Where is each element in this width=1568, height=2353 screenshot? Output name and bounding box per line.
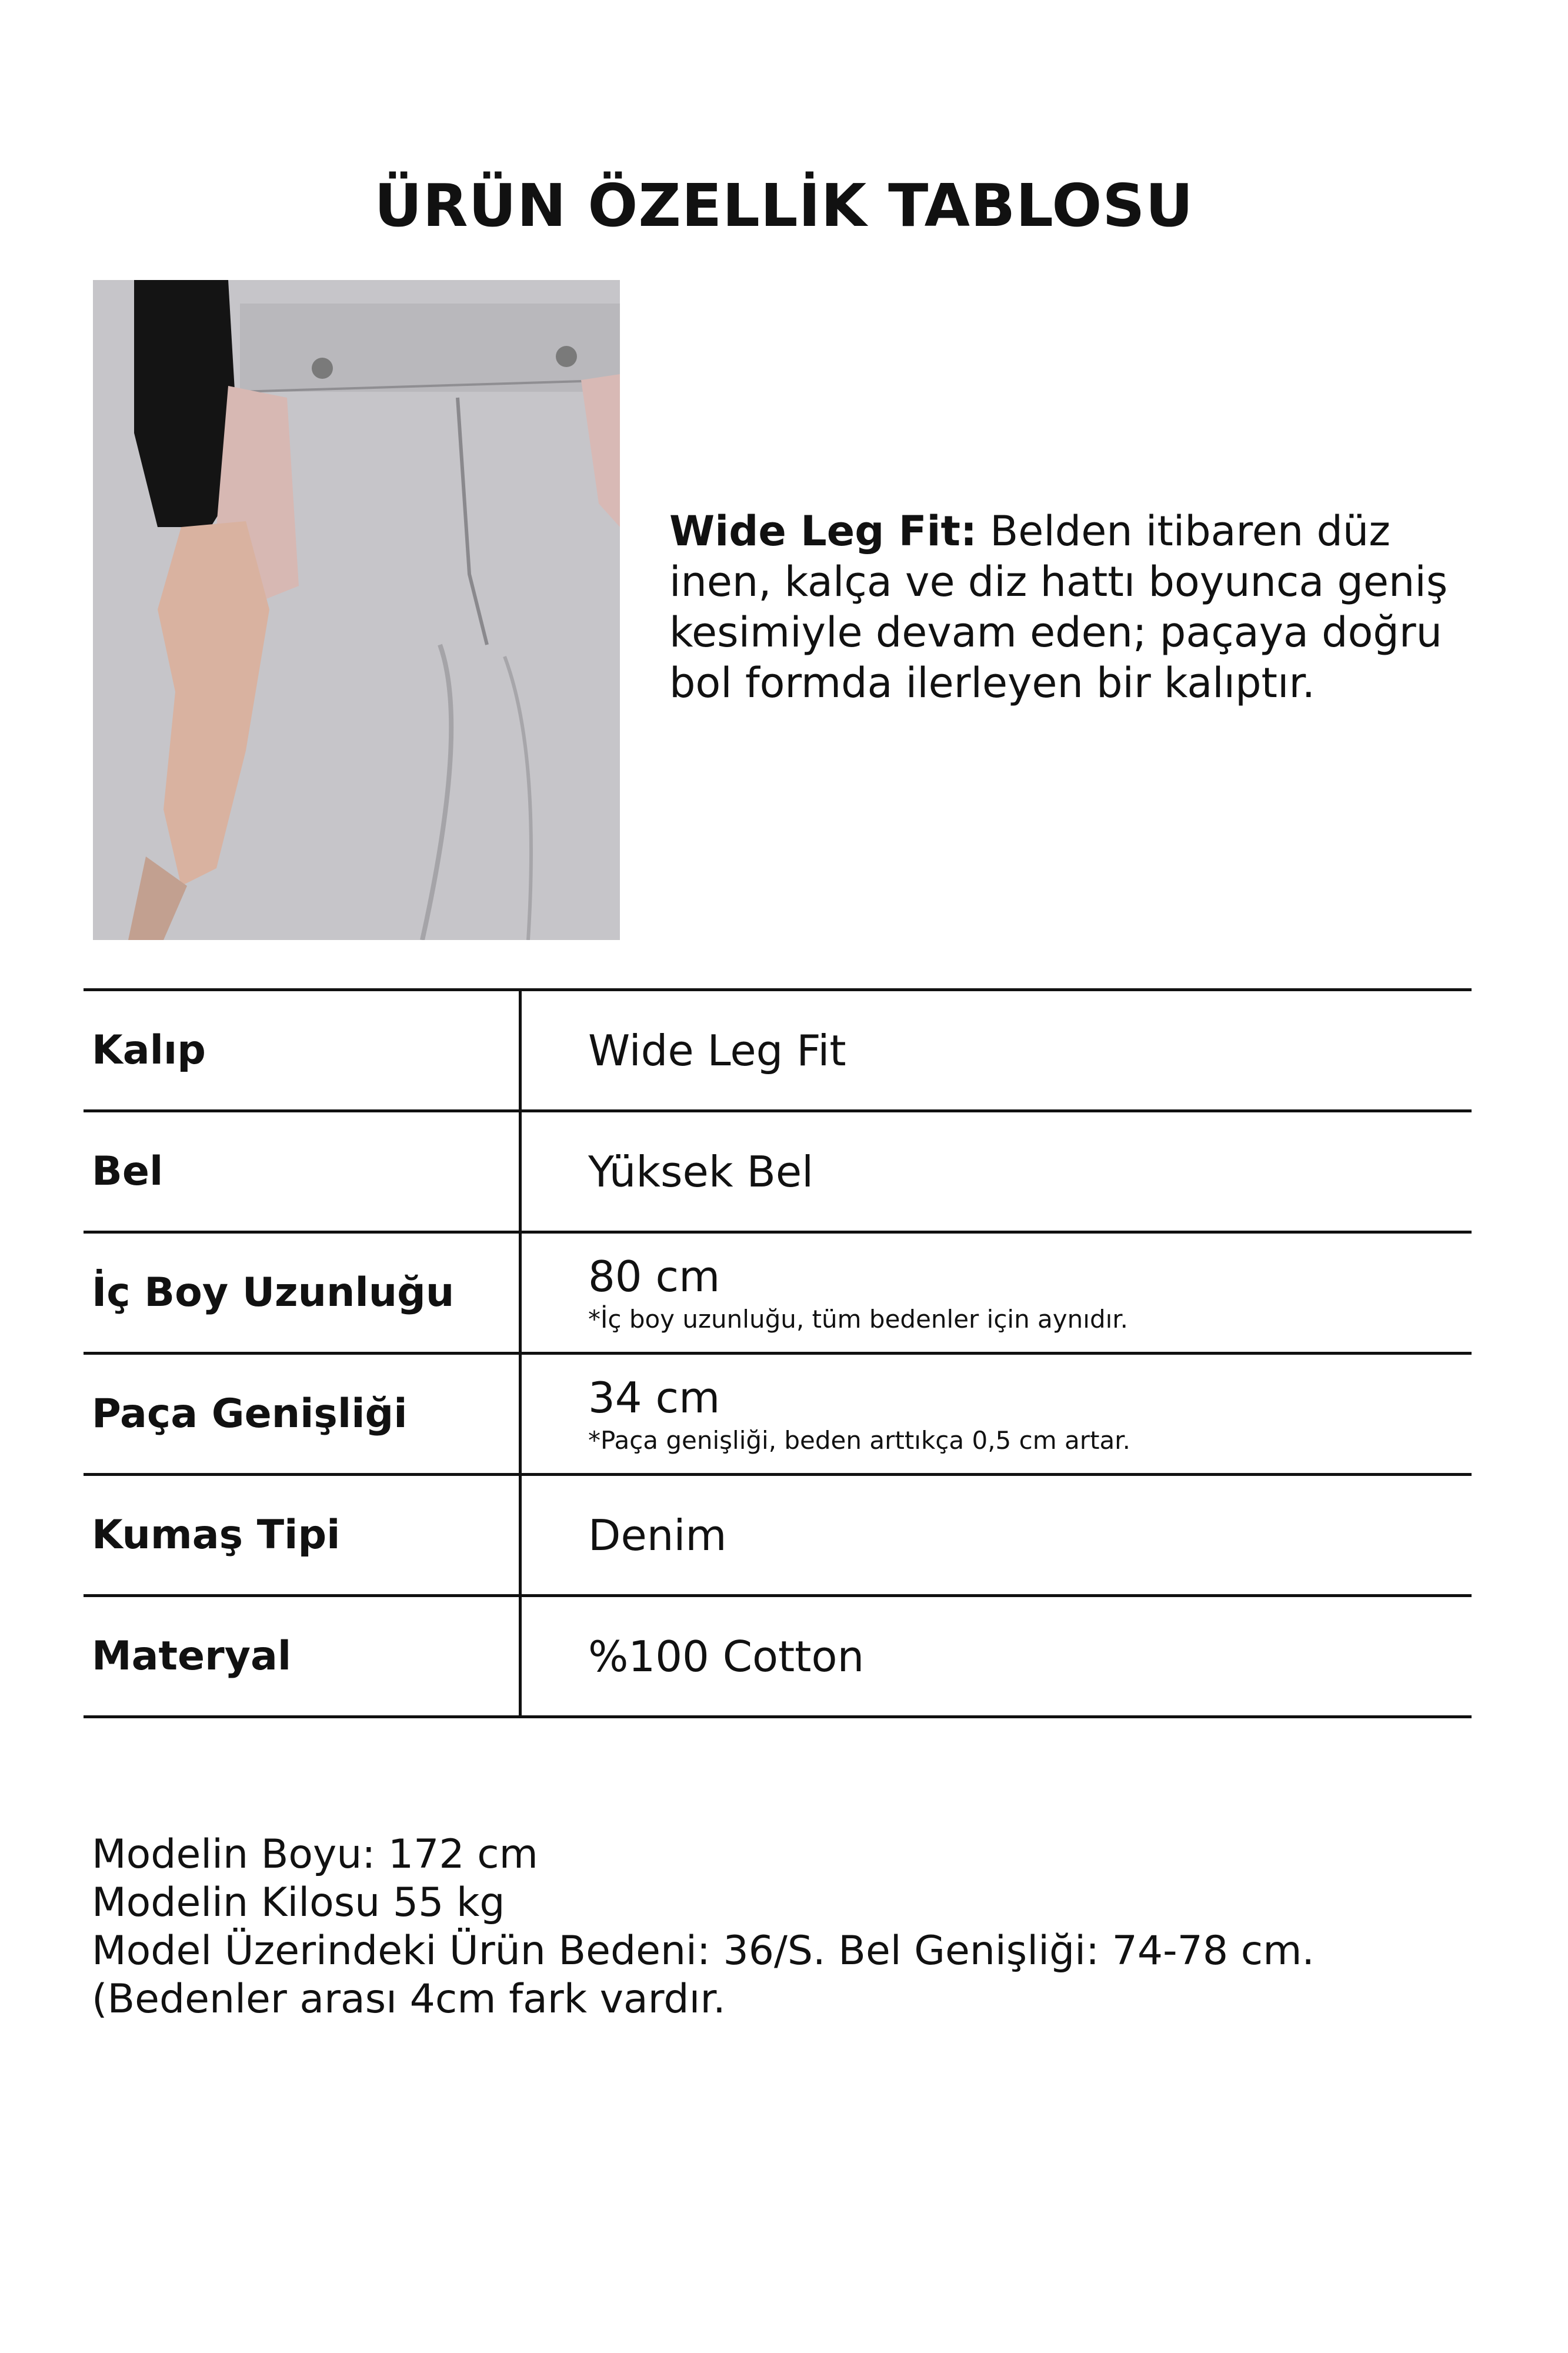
spec-note: *İç boy uzunluğu, tüm bedenler için aynıdır. bbox=[588, 1305, 1129, 1334]
spec-row-kalip bbox=[84, 988, 1472, 1109]
spec-row-materyal bbox=[84, 1594, 1472, 1718]
model-height: Modelin Boyu: 172 cm bbox=[92, 1831, 538, 1878]
spec-value bbox=[588, 1355, 1130, 1473]
spec-value bbox=[588, 1112, 813, 1231]
spec-label: Bel bbox=[92, 1148, 164, 1195]
spec-label: Paça Genişliği bbox=[92, 1391, 408, 1437]
spec-value bbox=[588, 1597, 864, 1715]
column-divider bbox=[519, 1476, 522, 1594]
fit-description bbox=[669, 506, 1493, 708]
column-divider bbox=[519, 1355, 522, 1473]
spec-value-text: 80 cm bbox=[588, 1252, 720, 1301]
product-photo bbox=[93, 280, 620, 940]
fit-description-text: Belden itibaren düz inen, kalça ve diz hattı boyunca geniş kesimiyle devam eden; paçaya doğru bol formda ilerleyen bir kalıptır. bbox=[669, 507, 1448, 707]
spec-label: İç Boy Uzunluğu bbox=[92, 1269, 455, 1316]
spec-value-text: %100 Cotton bbox=[588, 1631, 865, 1681]
column-divider bbox=[519, 991, 522, 1109]
model-info bbox=[92, 1831, 1492, 2024]
model-weight: Modelin Kilosu 55 kg bbox=[92, 1879, 505, 1926]
page-title: ÜRÜN ÖZELLİK TABLOSU bbox=[374, 171, 1194, 240]
spec-row-kumas bbox=[84, 1473, 1472, 1594]
spec-label: Kalıp bbox=[92, 1027, 206, 1074]
spec-value-text: Denim bbox=[588, 1510, 727, 1560]
spec-label: Materyal bbox=[92, 1633, 292, 1679]
spec-value bbox=[588, 991, 846, 1109]
spec-row-ic-boy bbox=[84, 1231, 1472, 1352]
spec-label: Kumaş Tipi bbox=[92, 1512, 341, 1558]
model-size: Model Üzerindeki Ürün Bedeni: 36/S. Bel Genişliği: 74-78 cm. (Bedenler arası 4cm fark vardır. bbox=[92, 1928, 1315, 2022]
spec-row-paca bbox=[84, 1352, 1472, 1473]
column-divider bbox=[519, 1597, 522, 1715]
spec-value-text: 34 cm bbox=[588, 1373, 720, 1422]
spec-row-bel bbox=[84, 1109, 1472, 1231]
jeans-illustration bbox=[93, 280, 620, 940]
fit-description-label: Wide Leg Fit: bbox=[669, 507, 977, 555]
spec-table bbox=[84, 988, 1472, 1718]
column-divider bbox=[519, 1112, 522, 1231]
column-divider bbox=[519, 1234, 522, 1352]
spec-note: *Paça genişliği, beden arttıkça 0,5 cm artar. bbox=[588, 1426, 1130, 1455]
spec-value bbox=[588, 1234, 1128, 1352]
spec-value-text: Yüksek Bel bbox=[588, 1146, 814, 1197]
spec-value-text: Wide Leg Fit bbox=[588, 1025, 846, 1075]
spec-value bbox=[588, 1476, 727, 1594]
